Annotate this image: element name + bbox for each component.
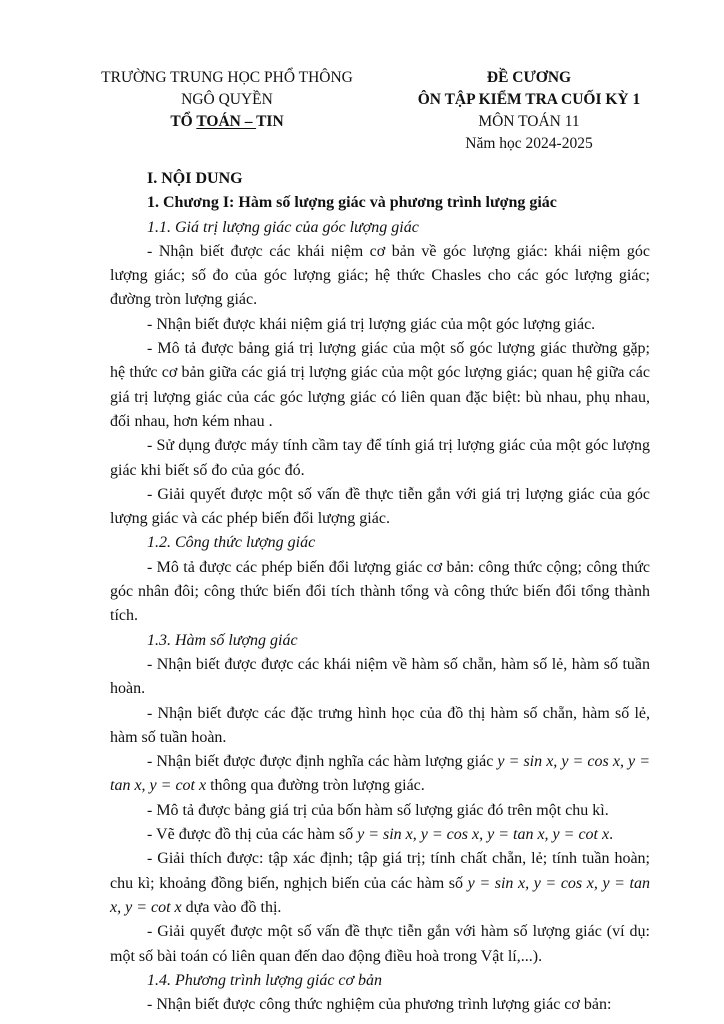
paragraph [110,750,650,799]
section-heading: I. NỘI DUNG [147,170,243,187]
department-underlined: TOÁN – [196,113,257,130]
paragraph: - Nhận biết được công thức nghiệm của phương trình lượng giác cơ bản: [147,996,612,1014]
paragraph: - Sử dụng được máy tính cầm tay để tính giá trị lượng giác của một góc lượng giác khi biết số đo của góc đó. [110,437,650,479]
subsection-title: 1.1. Giá trị lượng giác của góc lượng giác [147,218,419,236]
math-functions: y = sin x, y = cos x, y = tan x, y = cot x [110,874,651,916]
department-suffix: TIN [256,113,284,130]
math-functions: y = sin x, y = cos x, y = tan x, y = cot x [110,753,650,795]
paragraph-text: - Nhận biết được được định nghĩa các hàm lượng giác [147,753,498,771]
paragraph [110,847,650,920]
paragraph [110,823,650,847]
department-prefix: TỔ [170,113,197,130]
department-name [86,111,368,133]
paragraph: - Nhận biết được các đặc trưng hình học của đồ thị hàm số chẵn, hàm số lẻ, hàm số tuần hoàn. [110,704,650,746]
school-year: Năm học 2024-2025 [465,135,593,152]
paragraph: - Nhận biết được các khái niệm cơ bản về góc lượng giác: khái niệm góc lượng giác; số đo của góc lượng giác; hệ thức Chasles cho các góc lượng giác; đường tròn lượng giác. [110,242,650,309]
paragraph-text: . [609,826,614,844]
paragraph-text: thông qua đường tròn lượng giác. [206,777,425,795]
paragraph-text: - Vẽ được đồ thị của các hàm số [147,826,358,844]
paragraph: - Nhận biết được được các khái niệm về hàm số chẵn, hàm số lẻ, hàm số tuần hoàn. [110,655,650,698]
subsection-title: 1.3. Hàm số lượng giác [147,631,298,649]
document-title: ĐỀ CƯƠNG [486,69,572,86]
document-body [110,167,650,1017]
chapter-heading: 1. Chương I: Hàm số lượng giác và phương trình lượng giác [147,194,557,212]
school-header [86,67,368,133]
math-functions: y = sin x, y = cos x, y = tan x, y = cot x [357,826,610,844]
document-header [388,67,670,155]
document-subtitle: ÔN TẬP KIỂM TRA CUỐI KỲ 1 [417,91,641,108]
paragraph-text: dựa vào đồ thị. [181,898,282,916]
subsection-title: 1.2. Công thức lượng giác [147,534,316,552]
subsection-title: 1.4. Phương trình lượng giác cơ bản [147,971,383,989]
paragraph: - Giải quyết được một số vấn đề thực tiễn gắn với giá trị lượng giác của góc lượng giác và các phép biến đổi lượng giác. [110,485,650,528]
paragraph: - Mô tả được bảng giá trị của bốn hàm số lượng giác đó trên một chu kì. [147,801,609,819]
paragraph: - Nhận biết được khái niệm giá trị lượng giác của một góc lượng giác. [147,315,596,333]
school-name-line2: NGÔ QUYỀN [181,91,273,108]
paragraph: - Mô tả được bảng giá trị lượng giác của một số góc lượng giác thường gặp; hệ thức cơ bản giữa các giá trị lượng giác của một góc lượng giác; quan hệ giữa các giá trị lượng giác của các góc lượng giác có liên quan đặc biệt: bù nhau, phụ nhau, đối nhau, hơn kém nhau . [110,340,650,430]
paragraph: - Giải quyết được một số vấn đề thực tiễn gắn với hàm số lượng giác (ví dụ: một số bài toán có liên quan đến dao động điều hoà trong Vật lí,...). [110,923,650,965]
school-name-line1: TRƯỜNG TRUNG HỌC PHỔ THÔNG [101,69,353,86]
paragraph: - Mô tả được các phép biến đổi lượng giác cơ bản: công thức cộng; công thức góc nhân đôi; công thức biến đổi tích thành tổng và công thức biến đổi tổng thành tích. [110,558,650,625]
subject-name: MÔN TOÁN 11 [478,113,580,130]
paragraph-text: - Giải thích được: tập xác định; tập giá trị; tính chất chẵn, lẻ; tính tuần hoàn; chu kì; khoảng đồng biến, nghịch biến của các hàm số [110,850,650,892]
